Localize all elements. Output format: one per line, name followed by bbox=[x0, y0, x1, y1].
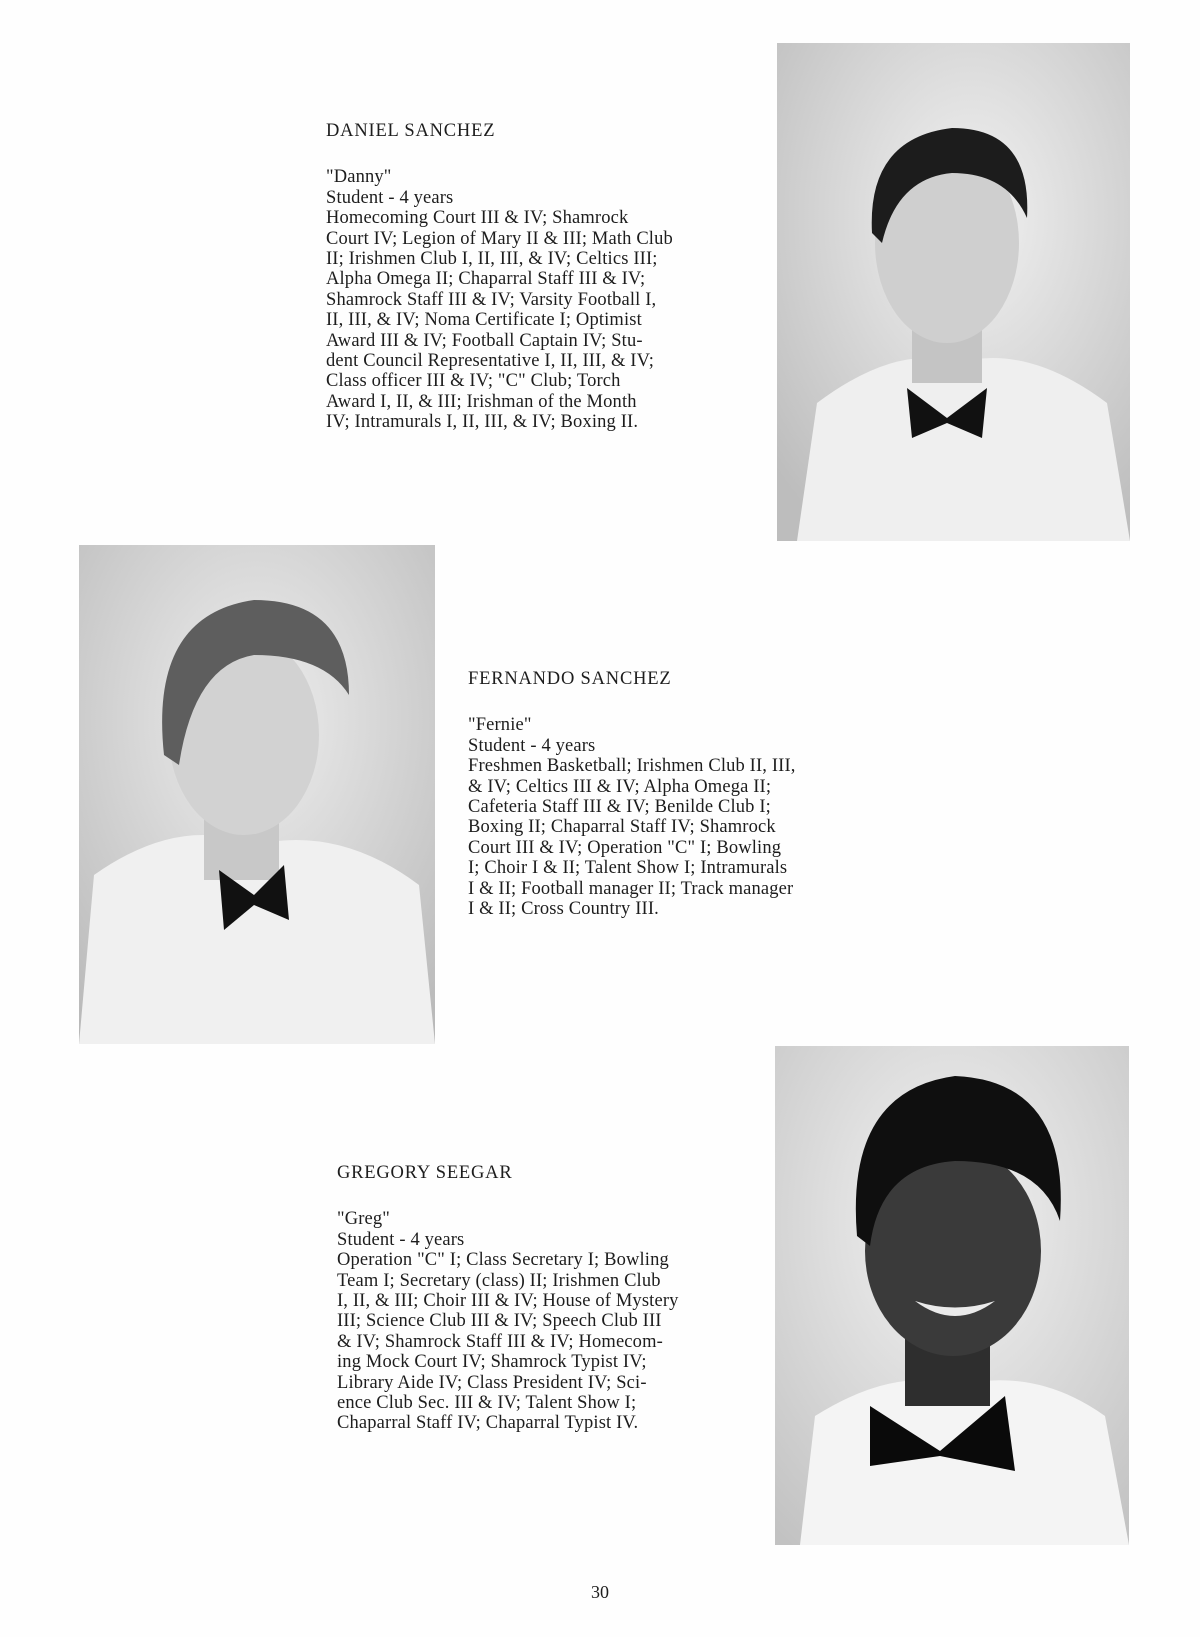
entry-activity-line: Chaparral Staff IV; Chaparral Typist IV. bbox=[337, 1413, 639, 1434]
entry-student: Student - 4 years bbox=[337, 1229, 465, 1250]
entry-nickname: "Danny" bbox=[326, 167, 392, 188]
entry-activity-line: dent Council Representative I, II, III, & IV; bbox=[326, 351, 654, 372]
entry-activity-line: Award III & IV; Football Captain IV; Stu- bbox=[326, 330, 643, 351]
entry-activity-line: Court III & IV; Operation "C" I; Bowling bbox=[468, 837, 782, 858]
entry-activity-line: Team I; Secretary (class) II; Irishmen Club bbox=[337, 1270, 661, 1291]
page-number: 30 bbox=[591, 1582, 609, 1602]
entry-name: FERNANDO SANCHEZ bbox=[468, 669, 672, 689]
entry-activity-line: Shamrock Staff III & IV; Varsity Football I, bbox=[326, 289, 657, 310]
entry-student: Student - 4 years bbox=[326, 187, 454, 208]
portrait-photo-daniel-sanchez bbox=[777, 43, 1130, 541]
entry-activity-line: II, III, & IV; Noma Certificate I; Optimist bbox=[326, 310, 642, 331]
entry-activity-line: Homecoming Court III & IV; Shamrock bbox=[326, 208, 629, 229]
entry-activity-line: Court IV; Legion of Mary II & III; Math Club bbox=[326, 228, 673, 249]
entry-activity-line: I, II, & III; Choir III & IV; House of Mystery bbox=[337, 1291, 679, 1312]
entry-name: DANIEL SANCHEZ bbox=[326, 121, 496, 141]
entry-activity-line: Cafeteria Staff III & IV; Benilde Club I; bbox=[468, 797, 771, 818]
entry-activity-line: I & II; Cross Country III. bbox=[468, 899, 659, 920]
entry-nickname: "Greg" bbox=[337, 1209, 390, 1230]
entry-name: GREGORY SEEGAR bbox=[337, 1163, 513, 1183]
portrait-photo-fernando-sanchez bbox=[79, 545, 435, 1044]
entry-activity-line: Boxing II; Chaparral Staff IV; Shamrock bbox=[468, 817, 776, 838]
entry-activity-line: Operation "C" I; Class Secretary I; Bowling bbox=[337, 1250, 669, 1271]
entry-nickname: "Fernie" bbox=[468, 715, 532, 736]
entry-activity-line: II; Irishmen Club I, II, III, & IV; Celtics III; bbox=[326, 249, 658, 270]
entry-daniel-sanchez bbox=[326, 121, 673, 433]
portrait-photo-gregory-seegar bbox=[775, 1046, 1129, 1545]
entry-activity-line: & IV; Celtics III & IV; Alpha Omega II; bbox=[468, 776, 772, 797]
entry-activity-line: I & II; Football manager II; Track manager bbox=[468, 878, 794, 899]
entry-activity-line: I; Choir I & II; Talent Show I; Intramurals bbox=[468, 858, 788, 879]
entry-student: Student - 4 years bbox=[468, 735, 596, 756]
entry-activity-line: Class officer III & IV; "C" Club; Torch bbox=[326, 371, 621, 392]
entry-activity-line: IV; Intramurals I, II, III, & IV; Boxing II. bbox=[326, 412, 639, 433]
entry-activity-line: ence Club Sec. III & IV; Talent Show I; bbox=[337, 1393, 637, 1414]
entry-activity-line: Alpha Omega II; Chaparral Staff III & IV; bbox=[326, 269, 646, 290]
entry-activity-line: Award I, II, & III; Irishman of the Month bbox=[326, 391, 637, 412]
entry-gregory-seegar bbox=[337, 1163, 679, 1434]
entry-fernando-sanchez bbox=[468, 669, 796, 919]
entry-activity-line: Library Aide IV; Class President IV; Sci- bbox=[337, 1372, 647, 1393]
entry-activity-line: III; Science Club III & IV; Speech Club III bbox=[337, 1311, 662, 1332]
entry-activity-line: ing Mock Court IV; Shamrock Typist IV; bbox=[337, 1352, 647, 1373]
entry-activity-line: & IV; Shamrock Staff III & IV; Homecom- bbox=[337, 1331, 663, 1352]
entry-activity-line: Freshmen Basketball; Irishmen Club II, III, bbox=[468, 756, 796, 777]
